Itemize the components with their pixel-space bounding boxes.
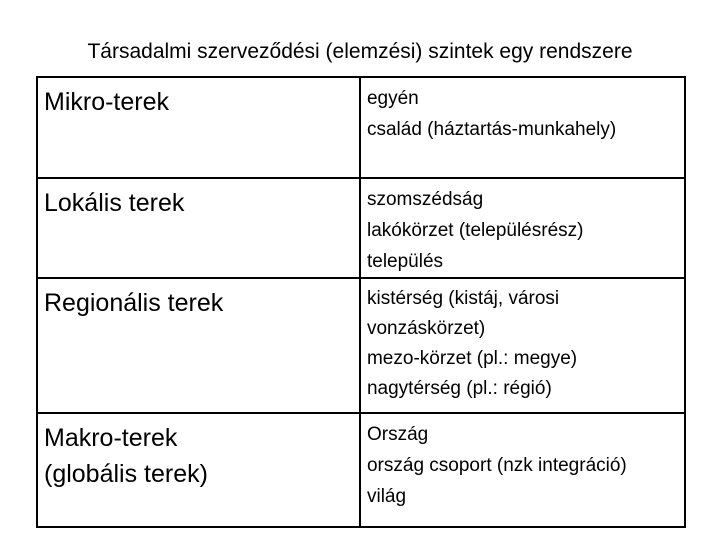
units-list-local <box>361 179 684 277</box>
table-row-local <box>37 178 685 278</box>
unit-item: kistérség (kistáj, városi <box>366 288 560 309</box>
slide-title: Társadalmi szerveződési (elemzési) szintek egy rendszere <box>87 40 633 63</box>
level-name-regional <box>38 279 359 321</box>
level-line: Regionális terek <box>44 289 224 317</box>
units-cell <box>360 178 685 278</box>
units-list-regional <box>361 279 684 404</box>
level-line: (globális terek) <box>44 460 208 488</box>
level-name-micro <box>38 78 359 120</box>
table-row-macro <box>37 413 685 527</box>
unit-item: szomszédság <box>366 189 484 210</box>
unit-item: vonzáskörzet) <box>366 318 486 339</box>
table-row-micro <box>37 77 685 178</box>
level-name-macro <box>38 414 359 492</box>
level-name-local <box>38 179 359 221</box>
units-list-micro <box>361 78 684 145</box>
unit-item: Ország <box>366 424 429 445</box>
units-cell <box>360 77 685 178</box>
unit-item: világ <box>366 486 407 507</box>
unit-item: egyén <box>366 88 419 109</box>
units-list-macro <box>361 414 684 512</box>
unit-item: ország csoport (nzk integráció) <box>366 455 627 476</box>
level-cell <box>37 413 360 527</box>
level-cell <box>37 77 360 178</box>
level-line: Makro-terek <box>44 424 178 452</box>
units-cell <box>360 278 685 413</box>
unit-item: család (háztartás-munkahely) <box>366 119 617 140</box>
table-row-regional <box>37 278 685 413</box>
level-cell <box>37 278 360 413</box>
unit-item: nagytérség (pl.: régió) <box>366 378 552 399</box>
level-cell <box>37 178 360 278</box>
level-line: Lokális terek <box>44 189 185 217</box>
unit-item: település <box>366 251 444 272</box>
unit-item: lakókörzet (településrész) <box>366 220 584 241</box>
levels-table <box>36 76 686 528</box>
unit-item: mezo-körzet (pl.: megye) <box>366 348 578 369</box>
level-line: Mikro-terek <box>44 88 170 116</box>
units-cell <box>360 413 685 527</box>
